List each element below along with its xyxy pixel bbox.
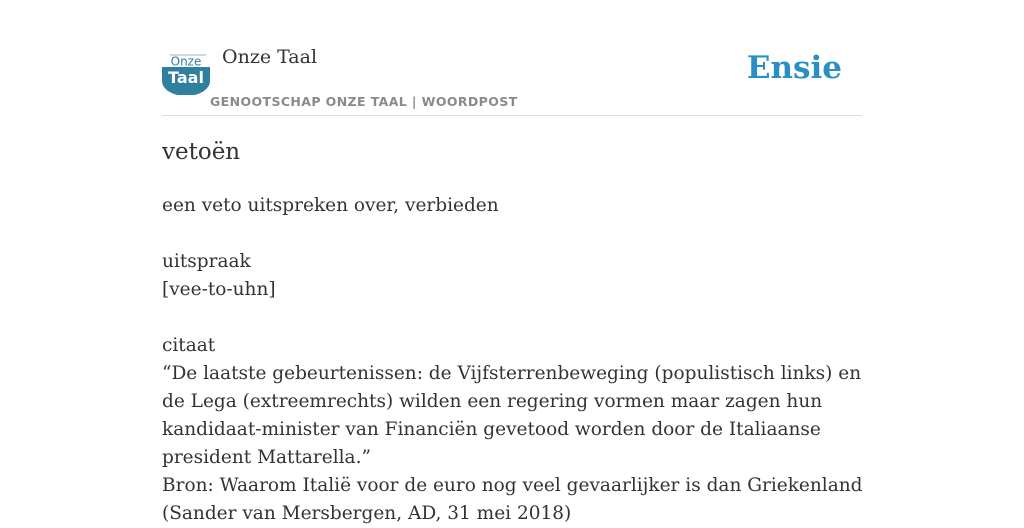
pronunciation: [vee-to-uhn] <box>162 279 276 300</box>
entry-word: vetoën <box>162 139 241 165</box>
brand-logo[interactable]: Ensie <box>746 50 842 86</box>
quote-source-detail: (Sander van Mersbergen, AD, 31 mei 2018) <box>162 503 572 524</box>
site-name[interactable]: Onze Taal <box>222 46 318 68</box>
entry-body <box>162 192 862 528</box>
definition: een veto uitspreken over, verbieden <box>162 195 499 216</box>
quote-label: citaat <box>162 335 216 356</box>
entry-card <box>162 0 863 524</box>
pronunciation-label: uitspraak <box>162 251 251 272</box>
header <box>162 44 862 116</box>
quote-text: “De laatste gebeurtenissen: de Vijfsterrenbeweging (populistisch links) en de Lega (extreemrechts) wilden een regering vormen maar zagen hun kandidaat-minister van Financiën gevetood worden door de Italiaanse president Mattarella.” <box>162 363 862 468</box>
logo-line2: Taal <box>168 68 204 87</box>
site-subtitle: GENOOTSCHAP ONZE TAAL | WOORDPOST <box>210 94 518 109</box>
onze-taal-logo-icon[interactable] <box>162 53 210 95</box>
quote-source: Bron: Waarom Italië voor de euro nog veel gevaarlijker is dan Griekenland <box>162 475 863 496</box>
logo-line1: Onze <box>170 54 202 69</box>
